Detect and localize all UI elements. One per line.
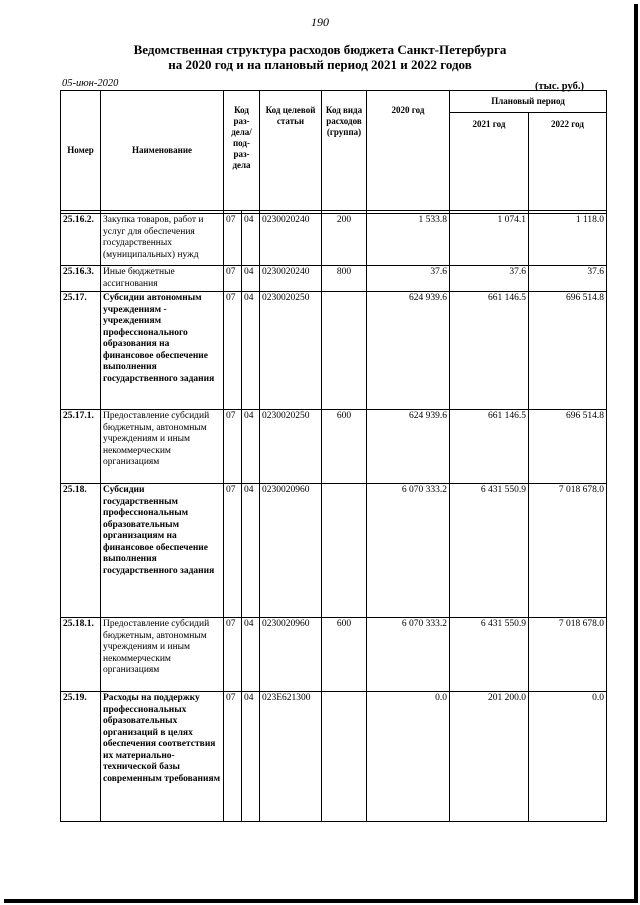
title-line-1: Ведомственная структура расходов бюджета Санкт-Петербурга [133, 42, 507, 57]
budget-table [60, 90, 607, 822]
row-value-2020: 624 939.6 [367, 292, 450, 410]
row-section: 07 [224, 484, 242, 618]
row-subsection: 04 [242, 484, 260, 618]
row-target-code: 0230020240 [260, 214, 322, 266]
title-line-2: на 2020 год и на плановый период 2021 и 2022 годов [168, 57, 472, 72]
row-value-2021: 1 074.1 [450, 214, 529, 266]
row-name: Субсидии автономным учреждениям - учреждениям профессионального образования на финансовое обеспечение выполнения государственного задания [101, 292, 224, 410]
header-name: Наименование [101, 91, 224, 211]
row-subsection: 04 [242, 618, 260, 692]
row-value-2020: 6 070 333.2 [367, 618, 450, 692]
row-value-2022: 696 514.8 [529, 410, 607, 484]
row-number: 25.18.1. [61, 618, 101, 692]
document-title [0, 42, 640, 72]
table-row [61, 618, 607, 692]
row-expense-type: 600 [322, 410, 367, 484]
row-number: 25.19. [61, 692, 101, 822]
table-body [61, 214, 607, 822]
row-subsection: 04 [242, 692, 260, 822]
row-expense-type: 600 [322, 618, 367, 692]
row-value-2020: 1 533.8 [367, 214, 450, 266]
row-subsection: 04 [242, 410, 260, 484]
table-row [61, 214, 607, 266]
row-value-2022: 1 118.0 [529, 214, 607, 266]
row-value-2022: 0.0 [529, 692, 607, 822]
row-section: 07 [224, 266, 242, 292]
row-target-code: 0230020250 [260, 410, 322, 484]
document-date: 05-июн-2020 [62, 78, 119, 89]
row-name: Предоставление субсидий бюджетным, автономным учреждениям и иным некоммерческим организациям [101, 618, 224, 692]
row-number: 25.16.2. [61, 214, 101, 266]
row-value-2022: 696 514.8 [529, 292, 607, 410]
header-expense-type: Код вида расходов (группа) [322, 91, 367, 211]
row-target-code: 0230020240 [260, 266, 322, 292]
row-section: 07 [224, 692, 242, 822]
row-target-code: 0230020960 [260, 484, 322, 618]
table-row [61, 410, 607, 484]
row-value-2020: 624 939.6 [367, 410, 450, 484]
table-row [61, 292, 607, 410]
row-name: Закупка товаров, работ и услуг для обеспечения государственных (муниципальных) нужд [101, 214, 224, 266]
row-expense-type [322, 692, 367, 822]
table-row [61, 484, 607, 618]
row-value-2022: 37.6 [529, 266, 607, 292]
row-number: 25.18. [61, 484, 101, 618]
row-subsection: 04 [242, 214, 260, 266]
row-name: Предоставление субсидий бюджетным, автономным учреждениям и иным некоммерческим организациям [101, 410, 224, 484]
row-section: 07 [224, 618, 242, 692]
row-number: 25.17.1. [61, 410, 101, 484]
header-number: Номер [61, 91, 101, 211]
row-expense-type [322, 484, 367, 618]
table-row [61, 692, 607, 822]
header-planned-period: Плановый период [450, 91, 607, 113]
row-value-2020: 0.0 [367, 692, 450, 822]
row-number: 25.17. [61, 292, 101, 410]
row-value-2021: 661 146.5 [450, 410, 529, 484]
row-name: Субсидии государственным профессиональным образовательным организациям на финансовое обеспечение выполнения государственного задания [101, 484, 224, 618]
row-value-2021: 6 431 550.9 [450, 618, 529, 692]
row-section: 07 [224, 214, 242, 266]
row-target-code: 0230020960 [260, 618, 322, 692]
row-value-2021: 661 146.5 [450, 292, 529, 410]
row-expense-type: 200 [322, 214, 367, 266]
row-value-2022: 7 018 678.0 [529, 618, 607, 692]
row-target-code: 023E621300 [260, 692, 322, 822]
row-expense-type: 800 [322, 266, 367, 292]
row-subsection: 04 [242, 266, 260, 292]
units-label: (тыс. руб.) [535, 81, 584, 92]
table-row [61, 266, 607, 292]
header-2021: 2021 год [450, 113, 529, 211]
row-subsection: 04 [242, 292, 260, 410]
row-number: 25.16.3. [61, 266, 101, 292]
row-value-2021: 6 431 550.9 [450, 484, 529, 618]
header-2020: 2020 год [367, 91, 450, 211]
row-value-2021: 201 200.0 [450, 692, 529, 822]
row-value-2020: 6 070 333.2 [367, 484, 450, 618]
row-section: 07 [224, 292, 242, 410]
row-target-code: 0230020250 [260, 292, 322, 410]
table-header [61, 91, 607, 214]
row-name: Расходы на поддержку профессиональных образовательных организаций в целях обеспечения соответствия их материально-технической базы современным требованиям [101, 692, 224, 822]
header-section: Код раз-дела/ под-раз-дела [224, 91, 260, 211]
row-name: Иные бюджетные ассигнования [101, 266, 224, 292]
header-2022: 2022 год [529, 113, 607, 211]
header-target: Код целевой статьи [260, 91, 322, 211]
row-section: 07 [224, 410, 242, 484]
row-value-2022: 7 018 678.0 [529, 484, 607, 618]
row-value-2021: 37.6 [450, 266, 529, 292]
page-number: 190 [311, 15, 329, 29]
row-expense-type [322, 292, 367, 410]
row-value-2020: 37.6 [367, 266, 450, 292]
